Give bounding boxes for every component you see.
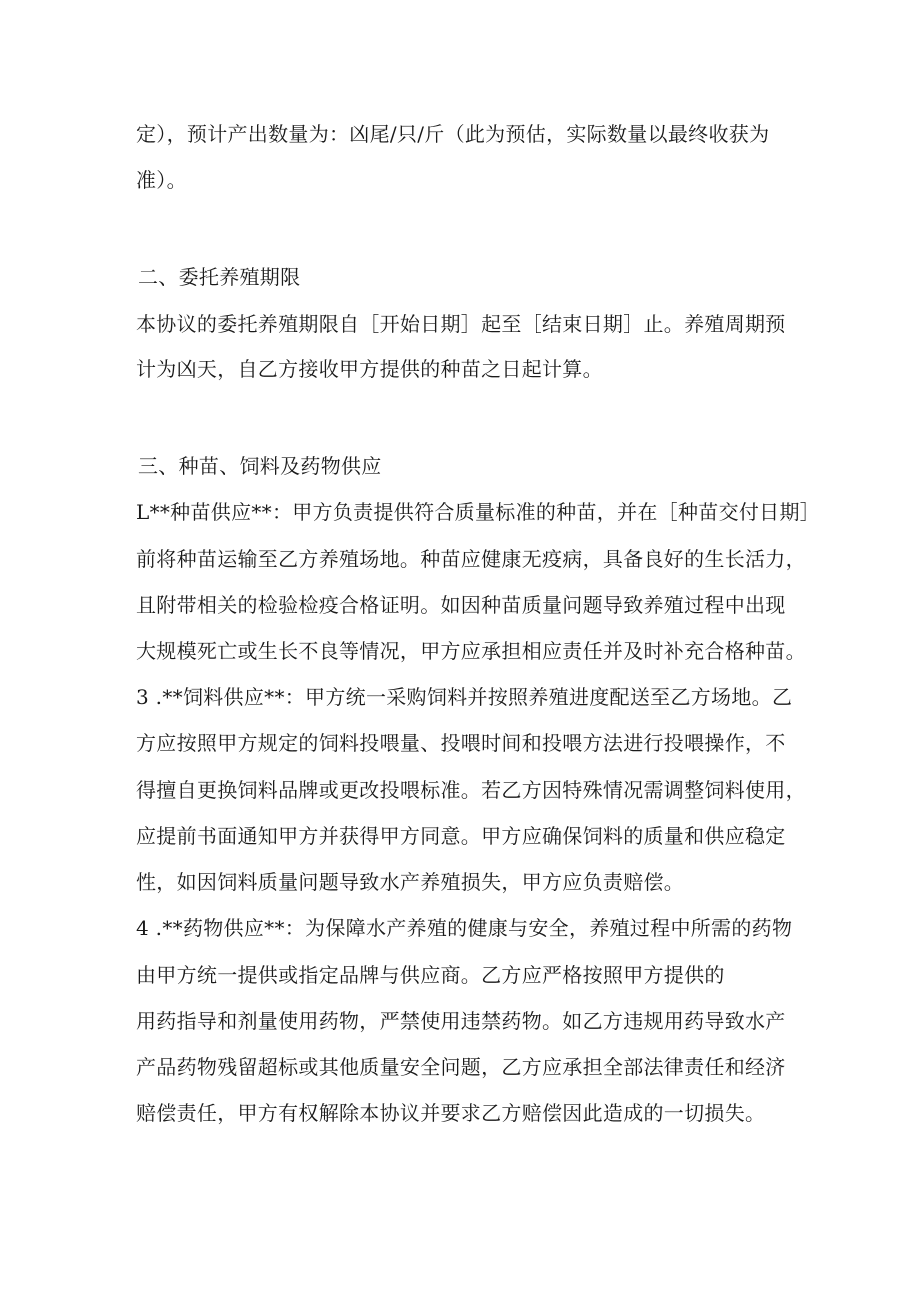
text-line: 产品药物残留超标或其他质量安全问题，乙方应承担全部法律责任和经济 (136, 1055, 786, 1079)
text-line: 应提前书面通知甲方并获得甲方同意。甲方应确保饲料的质量和供应稳定 (136, 824, 786, 848)
text-line: 前将种苗运输至乙方养殖场地。种苗应健康无疫病，具备良好的生长活力， (136, 547, 806, 571)
text-line: 得擅自更换饲料品牌或更改投喂标准。若乙方因特殊情况需调整饲料使用， (136, 778, 806, 802)
text-line: 性，如因饲料质量问题导致水产养殖损失，甲方应负责赔偿。 (136, 870, 685, 894)
text-line: 大规模死亡或生长不良等情况，甲方应承担相应责任并及时补充合格种苗。 (136, 639, 806, 663)
text-line: 用药指导和剂量使用药物，严禁使用违禁药物。如乙方违规用药导致水产 (136, 1009, 786, 1033)
text-line: 4 .**药物供应**：为保障水产养殖的健康与安全，养殖过程中所需的药物 (136, 916, 793, 940)
text-line: 由甲方统一提供或指定品牌与供应商。乙方应严格按照甲方提供的 (136, 963, 725, 987)
text-line: 方应按照甲方规定的饲料投喂量、投喂时间和投喂方法进行投喂操作，不 (136, 731, 786, 755)
section-heading-2: 二、委托养殖期限 (138, 265, 301, 289)
section-heading-3: 三、种苗、饲料及药物供应 (138, 454, 382, 478)
text-line: 3 .**饲料供应**：甲方统一采购饲料并按照养殖进度配送至乙方场地。乙 (136, 685, 793, 709)
text-line: 准）。 (136, 168, 187, 192)
text-line: 定），预计产出数量为：凶尾/只/斤（此为预估，实际数量以最终收获为 (136, 122, 770, 146)
text-line: 赔偿责任，甲方有权解除本协议并要求乙方赔偿因此造成的一切损失。 (136, 1101, 766, 1125)
text-line: 本协议的委托养殖期限自［开始日期］起至［结束日期］止。养殖周期预 (136, 312, 786, 336)
text-line: 计为凶天，自乙方接收甲方提供的种苗之日起计算。 (136, 357, 603, 381)
text-line: 且附带相关的检验检疫合格证明。如因种苗质量问题导致养殖过程中出现 (136, 593, 786, 617)
text-line: L**种苗供应**：甲方负责提供符合质量标准的种苗，并在［种苗交付日期］ (136, 500, 821, 524)
